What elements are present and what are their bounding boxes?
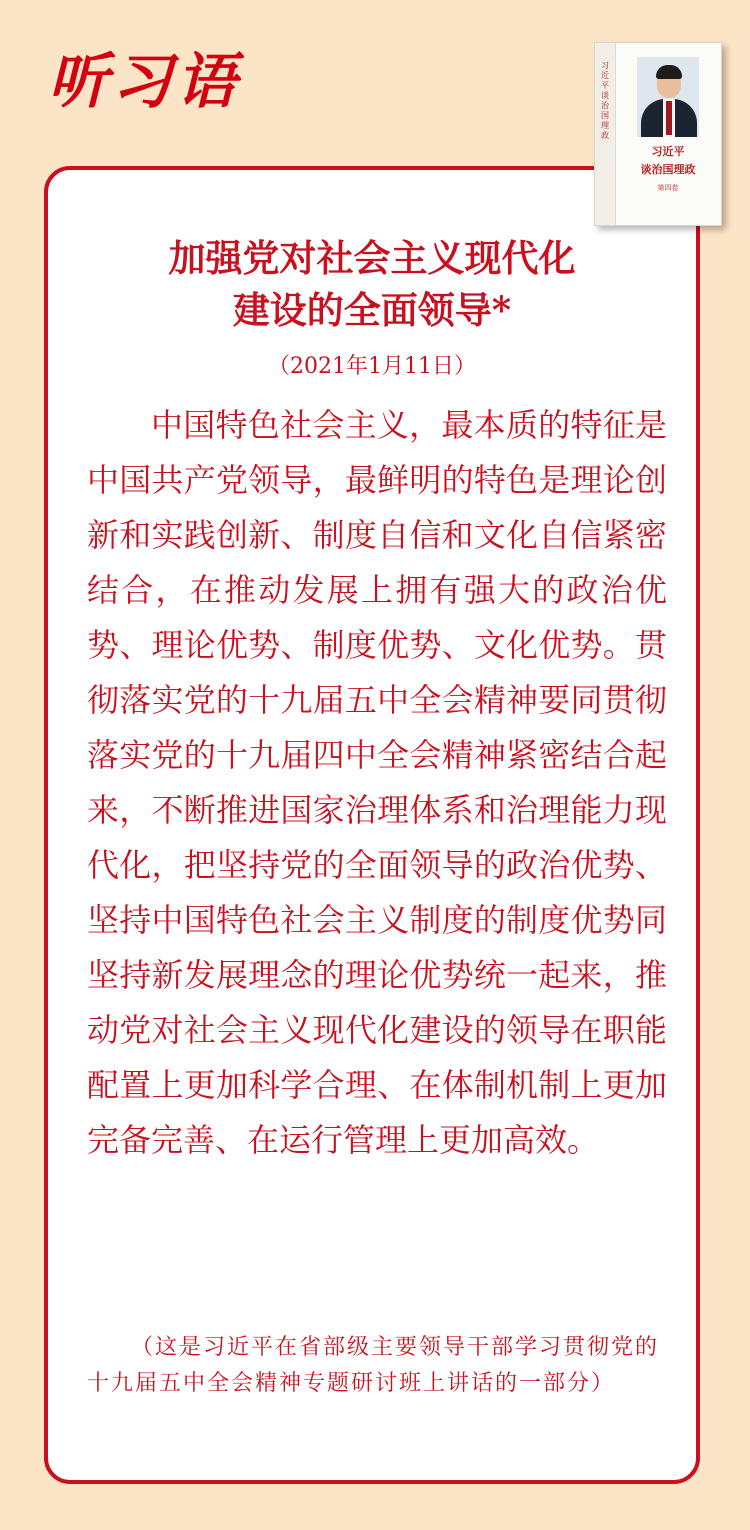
book-volume-label: 第四卷 bbox=[657, 184, 679, 192]
book-cover-title-line2: 谈治国理政 bbox=[640, 163, 696, 176]
portrait-photo-icon bbox=[637, 57, 699, 137]
article-title bbox=[44, 232, 700, 336]
book-cover-title-line1: 习近平 bbox=[651, 145, 685, 158]
book-cover-image bbox=[594, 42, 722, 226]
book-spine bbox=[595, 43, 616, 225]
book-cover-title bbox=[615, 143, 721, 179]
article-body: 中国特色社会主义，最本质的特征是中国共产党领导，最鲜明的特色是理论创新和实践创新、制度自信和文化自信紧密结合，在推动发展上拥有强大的政治优势、理论优势、制度优势、文化优势。贯彻落实党的十九届五中全会精神要同贯彻落实党的十九届四中全会精神紧密结合起来，不断推进国家治理体系和治理能力现代化，把坚持党的全面领导的政治优势、坚持中国特色社会主义制度的制度优势同坚持新发展理念的理论优势统一起来，推动党对社会主义现代化建设的领导在职能配置上更加科学合理、在体制机制上更加完备完善、在运行管理上更加高效。 bbox=[87, 406, 667, 1159]
book-spine-text: 习近平谈治国理政 bbox=[601, 61, 609, 140]
brand-title: 听习语 bbox=[48, 47, 240, 117]
article-title-line1: 加强党对社会主义现代化 bbox=[168, 236, 576, 280]
source-note: （这是习近平在省部级主要领导干部学习贯彻党的十九届五中全会精神专题研讨班上讲话的一部分） bbox=[87, 1335, 660, 1396]
article-title-line2: 建设的全面领导* bbox=[232, 288, 512, 332]
article-date: （2021年1月11日） bbox=[268, 354, 476, 379]
